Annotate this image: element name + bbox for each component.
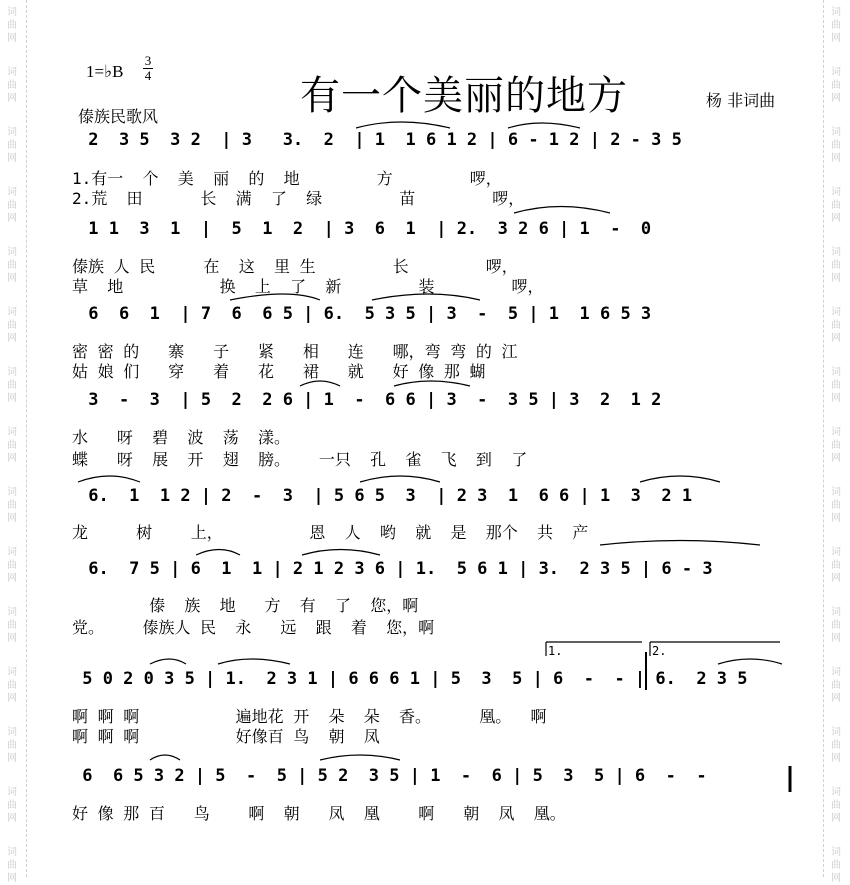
- watermark-glyph: 词: [831, 7, 841, 18]
- system-3-notes: 6 6 1 | 7 6 6 5 | 6. 5 3 5 | 3 - 5 | 1 1 6 5 3: [78, 304, 652, 324]
- watermark-glyph: 词: [7, 727, 17, 738]
- watermark-glyph: 网: [7, 93, 17, 104]
- watermark-glyph: 网: [831, 693, 841, 704]
- system-6-notes: 6. 7 5 | 6 1 1 | 2 1 2 3 6 | 1. 5 6 1 | 3. 2 3 5 | 6 - 3: [78, 559, 713, 579]
- watermark-glyph: 词: [831, 607, 841, 618]
- watermark-glyph: 词: [7, 667, 17, 678]
- system-2-lyric-2: 草 地 换 上 了 新 装 啰，: [72, 277, 544, 296]
- watermark-glyph: 词: [7, 127, 17, 138]
- system-8-notes: 6 6 5 3 2 | 5 - 5 | 5 2 3 5 | 1 - 6 | 5 3 5 | 6 - -: [72, 766, 707, 786]
- watermark-glyph: 曲: [831, 320, 841, 331]
- volta-2: 2.: [652, 644, 667, 658]
- watermark-glyph: 网: [7, 273, 17, 284]
- key-signature: 1=♭B: [86, 62, 124, 81]
- watermark-glyph: 词: [831, 727, 841, 738]
- watermark-glyph: 网: [7, 813, 17, 824]
- system-7-notes: 5 0 2 0 3 5 | 1. 2 3 1 | 6 6 6 1 | 5 3 5 | 6 - - | 6. 2 3 5: [72, 669, 748, 689]
- watermark-glyph: 词: [7, 7, 17, 18]
- watermark-glyph: 曲: [7, 680, 17, 691]
- system-6-lyric-2: 党。 傣族人 民 永 远 跟 着 您，啊: [72, 618, 435, 637]
- watermark-glyph: 网: [7, 513, 17, 524]
- watermark-glyph: 曲: [831, 440, 841, 451]
- watermark-glyph: 词: [831, 427, 841, 438]
- watermark-glyph: 词: [831, 667, 841, 678]
- watermark-glyph: 曲: [831, 620, 841, 631]
- system-4-notes: 3 - 3 | 5 2 2 6 | 1 - 6 6 | 3 - 3 5 | 3 2 1 2: [78, 390, 662, 410]
- watermark-glyph: 网: [831, 33, 841, 44]
- watermark-glyph: 词: [7, 547, 17, 558]
- watermark-glyph: 曲: [7, 80, 17, 91]
- watermark-glyph: 网: [831, 393, 841, 404]
- watermark-glyph: 曲: [7, 560, 17, 571]
- watermark-glyph: 曲: [831, 20, 841, 31]
- time-signature-top: 3: [144, 53, 152, 68]
- watermark-glyph: 词: [831, 247, 841, 258]
- watermark-glyph: 曲: [831, 740, 841, 751]
- watermark-glyph: 词: [831, 127, 841, 138]
- watermark-glyph: 网: [7, 753, 17, 764]
- watermark-glyph: 词: [831, 307, 841, 318]
- watermark-glyph: 曲: [831, 260, 841, 271]
- music-style: 傣族民歌风: [78, 107, 159, 126]
- watermark-glyph: 词: [831, 487, 841, 498]
- system-3-lyric-1: 密 密 的 寨 子 紧 相 连 哪，弯 弯 的 江: [72, 342, 518, 361]
- watermark-glyph: 词: [7, 67, 17, 78]
- watermark-glyph: 曲: [7, 800, 17, 811]
- system-6-lyric-1: 傣 族 地 方 有 了 您，啊: [72, 596, 419, 615]
- watermark-glyph: 曲: [7, 20, 17, 31]
- watermark-glyph: 词: [7, 247, 17, 258]
- watermark-glyph: 词: [7, 487, 17, 498]
- system-2-notes: 1 1 3 1 | 5 1 2 | 3 6 1 | 2. 3 2 6 | 1 - 0: [78, 219, 652, 239]
- watermark-glyph: 网: [831, 453, 841, 464]
- system-4-lyric-2: 蝶 呀 展 开 翅 膀。 一只 孔 雀 飞 到 了: [72, 450, 528, 469]
- watermark-glyph: 词: [7, 847, 17, 858]
- watermark-glyph: 曲: [7, 140, 17, 151]
- system-4-lyric-1: 水 呀 碧 波 荡 漾。: [72, 428, 290, 447]
- watermark-glyph: 网: [831, 873, 841, 884]
- watermark-glyph: 网: [831, 93, 841, 104]
- watermark-glyph: 词: [831, 67, 841, 78]
- watermark-glyph: 曲: [831, 80, 841, 91]
- watermark-glyph: 曲: [831, 680, 841, 691]
- watermark-glyph: 曲: [831, 200, 841, 211]
- system-1-lyric-1: 1.有一 个 美 丽 的 地 方 啰，: [72, 169, 502, 188]
- watermark-glyph: 网: [831, 153, 841, 164]
- watermark-glyph: 网: [7, 33, 17, 44]
- watermark-glyph: 网: [7, 153, 17, 164]
- watermark-glyph: 网: [7, 213, 17, 224]
- watermark-glyph: 曲: [7, 320, 17, 331]
- watermark-glyph: 词: [831, 787, 841, 798]
- watermark-glyph: 词: [7, 607, 17, 618]
- time-signature-bottom: 4: [144, 68, 152, 83]
- watermark-glyph: 曲: [831, 860, 841, 871]
- watermark-glyph: 网: [7, 633, 17, 644]
- watermark-glyph: 网: [7, 333, 17, 344]
- watermark-glyph: 网: [831, 273, 841, 284]
- watermark-glyph: 词: [7, 307, 17, 318]
- watermark-glyph: 曲: [831, 800, 841, 811]
- system-5-notes: 6. 1 1 2 | 2 - 3 | 5 6 5 3 | 2 3 1 6 6 | 1 3 2 1: [78, 486, 693, 506]
- watermark-glyph: 曲: [831, 560, 841, 571]
- system-2-lyric-1: 傣族 人 民 在 这 里 生 长 啰，: [72, 257, 518, 276]
- watermark-glyph: 词: [831, 547, 841, 558]
- watermark-glyph: 网: [831, 573, 841, 584]
- watermark-glyph: 曲: [7, 620, 17, 631]
- watermark-glyph: 词: [7, 187, 17, 198]
- volta-1: 1.: [548, 644, 563, 658]
- watermark-glyph: 曲: [7, 260, 17, 271]
- page-title: 有一个美丽的地方: [300, 73, 628, 119]
- watermark-glyph: 曲: [7, 740, 17, 751]
- watermark-glyph: 网: [7, 873, 17, 884]
- watermark-glyph: 词: [831, 187, 841, 198]
- watermark-glyph: 网: [7, 693, 17, 704]
- system-5-lyric-1: 龙 树 上， 恩 人 哟 就 是 那个 共 产: [72, 523, 589, 542]
- watermark-glyph: 网: [831, 213, 841, 224]
- system-1-notes: 2 3 5 3 2 | 3 3. 2 | 1 1 6 1 2 | 6 - 1 2 | 2 - 3 5: [78, 130, 682, 150]
- watermark-glyph: 词: [831, 847, 841, 858]
- system-8-lyric-1: 好 像 那 百 鸟 啊 朝 凤 凰 啊 朝 凤 凰。: [72, 804, 566, 823]
- watermark-glyph: 词: [7, 787, 17, 798]
- author-credit: 杨 非词曲: [706, 91, 776, 110]
- watermark-glyph: 网: [831, 513, 841, 524]
- watermark-glyph: 曲: [7, 440, 17, 451]
- watermark-glyph: 网: [7, 393, 17, 404]
- watermark-glyph: 曲: [7, 500, 17, 511]
- watermark-glyph: 曲: [831, 140, 841, 151]
- watermark-glyph: 曲: [7, 380, 17, 391]
- watermark-glyph: 网: [831, 333, 841, 344]
- system-7-lyric-1: 啊 啊 啊 遍地花 开 朵 朵 香。 凰。 啊: [72, 707, 547, 726]
- system-1-lyric-2: 2.荒 田 长 满 了 绿 苗 啰，: [72, 189, 525, 208]
- system-3-lyric-2: 姑 娘 们 穿 着 花 裙 就 好 像 那 蝴: [72, 362, 486, 381]
- watermark-glyph: 网: [831, 633, 841, 644]
- watermark-glyph: 网: [831, 753, 841, 764]
- watermark-glyph: 曲: [7, 200, 17, 211]
- watermark-glyph: 曲: [7, 860, 17, 871]
- watermark-glyph: 网: [831, 813, 841, 824]
- watermark-glyph: 词: [7, 367, 17, 378]
- system-7-lyric-2: 啊 啊 啊 好像百 鸟 朝 凤: [72, 727, 380, 746]
- watermark-glyph: 曲: [831, 380, 841, 391]
- watermark-glyph: 词: [7, 427, 17, 438]
- watermark-glyph: 曲: [831, 500, 841, 511]
- watermark-glyph: 网: [7, 573, 17, 584]
- watermark-glyph: 网: [7, 453, 17, 464]
- watermark-glyph: 词: [831, 367, 841, 378]
